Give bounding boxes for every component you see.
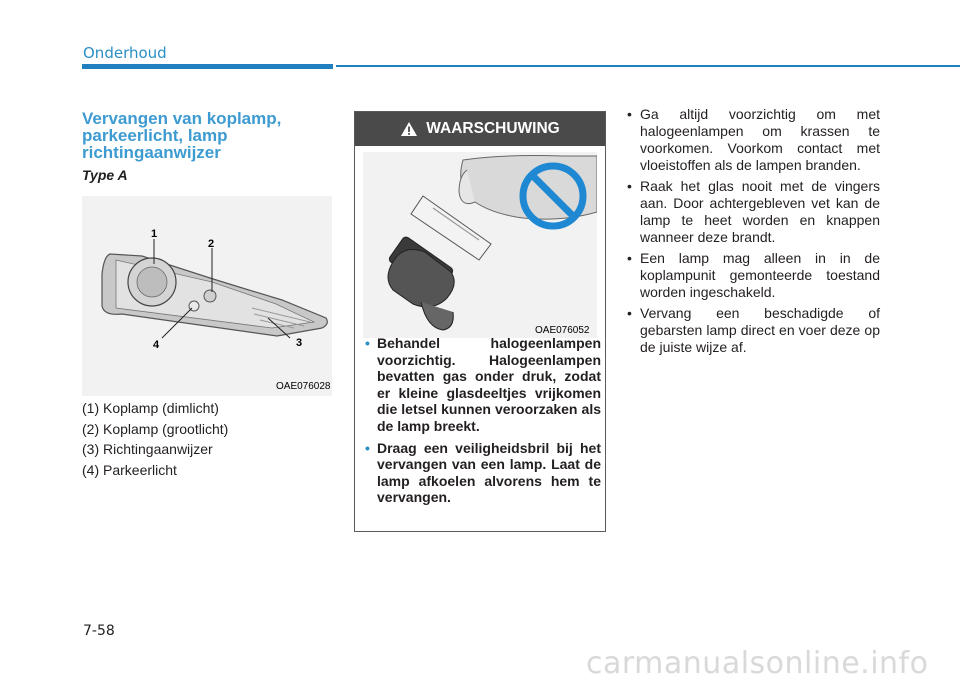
title-line: parkeerlicht, lamp <box>82 126 228 145</box>
page-number: 7-58 <box>83 623 115 639</box>
type-label: Type A <box>82 167 128 183</box>
section-header: Onderhoud <box>83 44 167 62</box>
legend-item: (3) Richtingaanwijzer <box>82 441 213 457</box>
halogen-bulb-illustration <box>363 152 597 338</box>
precaution-item: • Vervang een beschadigde of gebarsten lamp direct en voer deze op de juiste wijze af. <box>626 305 880 356</box>
legend-item: (4) Parkeerlicht <box>82 461 177 478</box>
warning-box <box>354 111 606 532</box>
precaution-item: • Raak het glas nooit met de vingers aan. Door achtergebleven vet kan de lamp te heet worden en knappen wanneer deze brandt. <box>626 178 880 246</box>
watermark: carmanualsonline.info <box>586 646 929 681</box>
callout-3: 3 <box>296 337 303 349</box>
legend-item: (2) Koplamp (grootlicht) <box>82 420 229 437</box>
callout-2: 2 <box>208 238 215 250</box>
warning-item: • Draag een veiligheidsbril bij het vervangen van een lamp. Laat de lamp afkoelen alvorens hem te vervangen. <box>365 440 601 506</box>
warning-list <box>365 335 601 511</box>
warning-heading: WAARSCHUWING <box>426 120 560 137</box>
warning-triangle-icon <box>400 121 418 137</box>
warning-header <box>355 112 605 146</box>
legend-list <box>82 398 228 480</box>
header-rule-thick <box>82 64 333 69</box>
halogen-bulb-figure <box>363 152 597 338</box>
title-line: richtingaanwijzer <box>82 143 221 162</box>
callout-4: 4 <box>153 339 160 351</box>
headlamp-figure <box>82 196 332 396</box>
figure-code: OAE076028 <box>276 381 331 392</box>
legend-item: (1) Koplamp (dimlicht) <box>82 400 219 416</box>
precaution-item: • Een lamp mag alleen in in de koplampunit gemonteerde toestand worden ingeschakeld. <box>626 250 880 301</box>
callout-1: 1 <box>151 228 158 240</box>
title-line: Vervangen van koplamp, <box>82 109 282 128</box>
headlamp-illustration <box>82 196 332 396</box>
section-title <box>82 110 342 161</box>
warning-item: • Behandel halogeenlampen voorzichtig. Halogeenlampen bevatten gas onder druk, zodat er kleine glasdeeltjes vrijkomen die letsel kunnen veroorzaken als de lamp breekt. <box>365 335 601 435</box>
precautions-list <box>626 106 880 360</box>
figure-code: OAE076052 <box>535 325 590 336</box>
header-rule-thin <box>336 65 960 67</box>
precaution-item: • Ga altijd voorzichtig om met halogeenlampen om krassen te voorkomen. Voorkom contact met vloeistoffen als de lampen branden. <box>626 106 880 174</box>
